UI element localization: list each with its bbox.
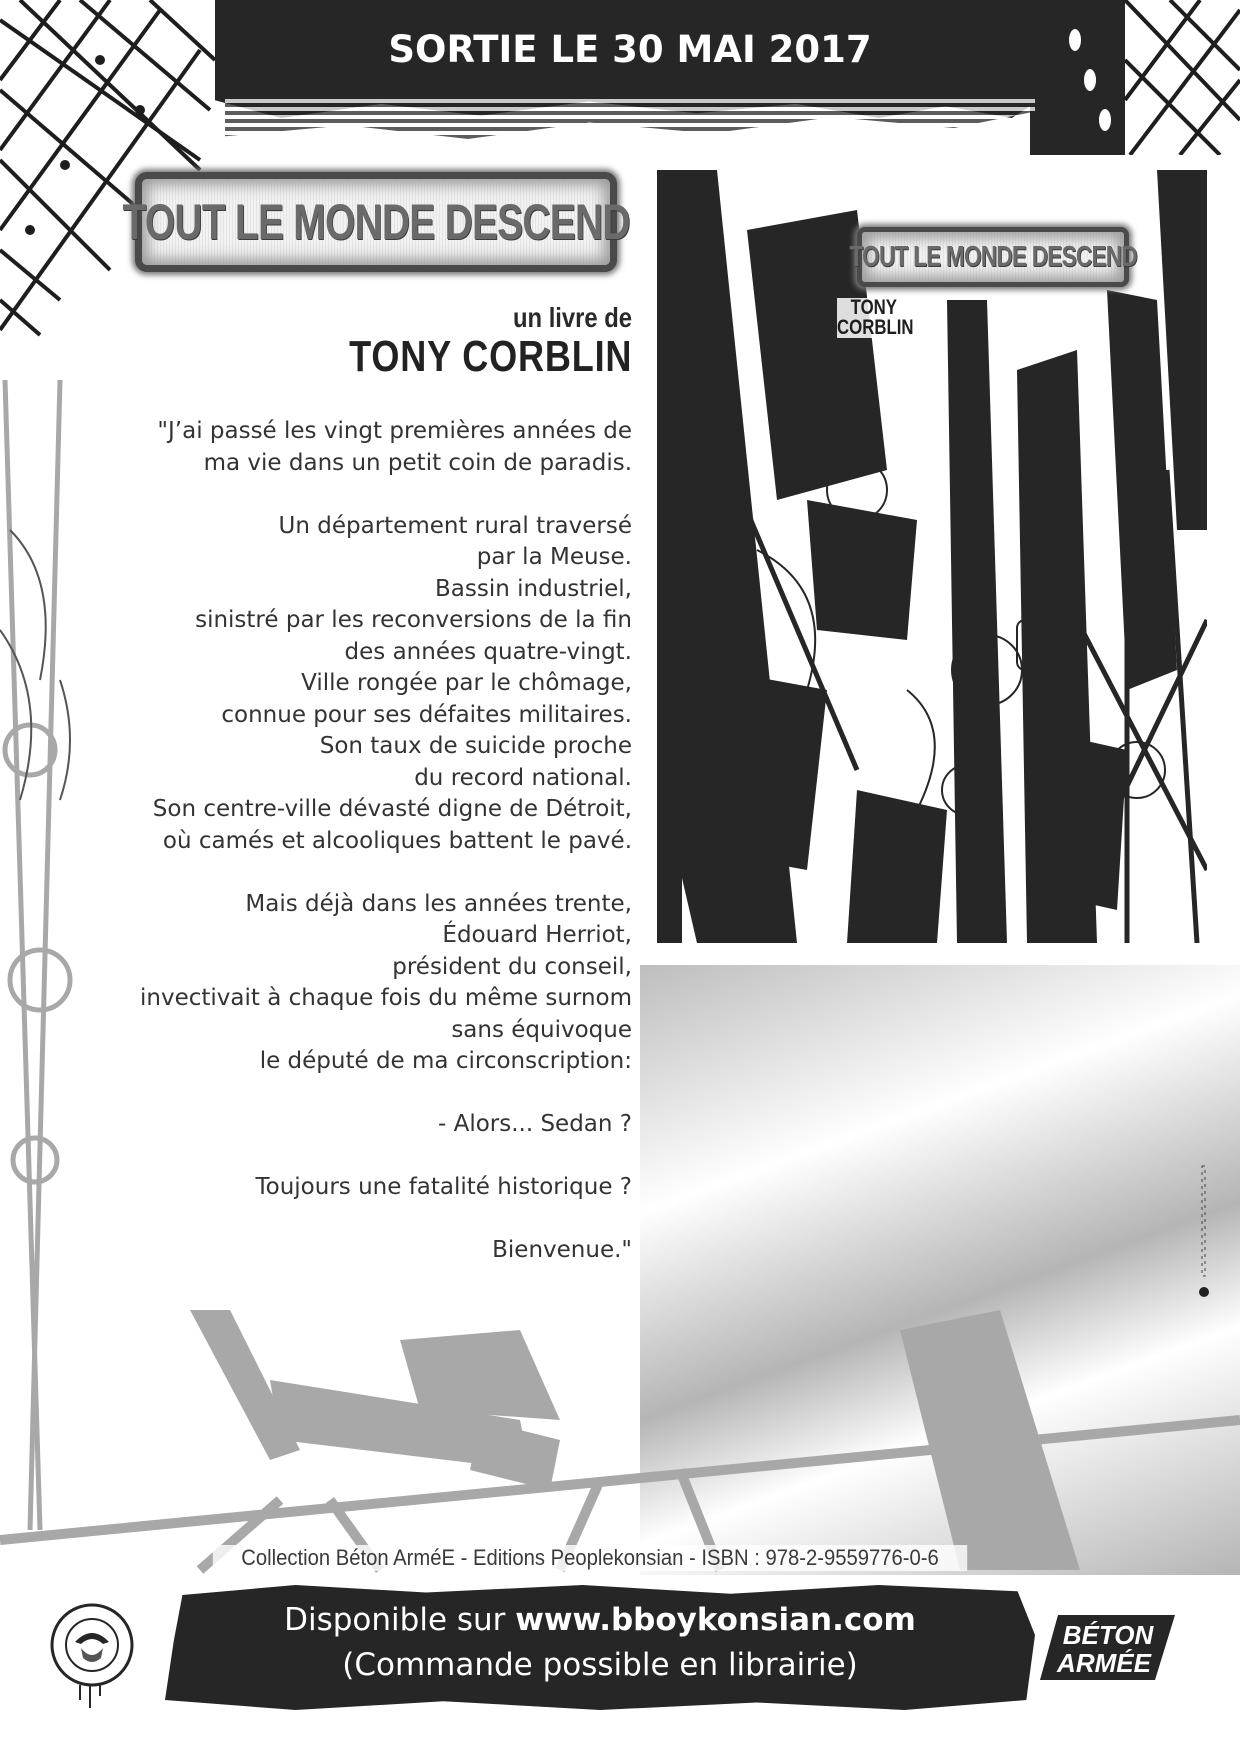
excerpt-line: ma vie dans un petit coin de paradis. <box>203 449 632 476</box>
excerpt-line: Mais déjà dans les années trente, <box>245 890 632 917</box>
excerpt-line: sinistré par les reconversions de la fin <box>195 607 632 633</box>
steel-beams-background <box>0 1270 1240 1580</box>
lattice-decoration-top-left <box>0 0 230 340</box>
logo-armee-text: ARMÉE <box>1057 1648 1151 1678</box>
publication-info: Collection Béton ArméE - Editions Peoplekonsian - ISBN : 978-2-9559776-0-6 <box>213 1545 967 1571</box>
excerpt-line: "J’ai passé les vingt premières années de <box>157 418 632 444</box>
logo-beton-text: BÉTON <box>1062 1620 1154 1650</box>
excerpt-line: connue pour ses défaites militaires. <box>221 701 632 728</box>
book-cover-image <box>657 170 1207 943</box>
excerpt-line: invectivait à chaque fois du même surnom <box>140 985 632 1011</box>
availability-text <box>165 1598 1035 1688</box>
release-date: SORTIE LE 30 MAI 2017 <box>388 28 872 71</box>
excerpt-line: Ville rongée par le chômage, <box>301 670 632 696</box>
book-title-plate <box>122 172 630 272</box>
cover-title: TOUT LE MONDE DESCEND <box>849 240 1137 273</box>
book-title: TOUT LE MONDE DESCEND <box>122 194 630 250</box>
availability-line-1 <box>165 1598 1035 1643</box>
book-excerpt <box>12 416 632 1267</box>
excerpt-line: Son taux de suicide proche <box>319 733 632 759</box>
availability-note: (Commande possible en librairie) <box>342 1647 858 1683</box>
excerpt-line: par la Meuse. <box>476 544 632 570</box>
excerpt-line: - Alors... Sedan ? <box>437 1111 632 1137</box>
cover-author-first: TONY <box>850 296 897 319</box>
excerpt-line: du record national. <box>414 764 632 791</box>
excerpt-line: Toujours une fatalité historique ? <box>255 1174 632 1200</box>
excerpt-line: Son centre-ville dévasté digne de Détroit, <box>152 796 632 822</box>
side-credit-vertical-text <box>1197 1160 1211 1300</box>
cover-title-plate <box>849 227 1137 287</box>
author-name: TONY CORBLIN <box>348 332 632 381</box>
excerpt-line: Un département rural traversé <box>278 512 632 539</box>
excerpt-line: Édouard Herriot, <box>442 922 632 948</box>
lattice-decoration-top-right <box>1030 0 1240 155</box>
availability-prefix: Disponible sur <box>284 1602 516 1638</box>
excerpt-line: président du conseil, <box>392 953 632 980</box>
excerpt-line: où camés et alcooliques battent le pavé. <box>162 827 632 854</box>
beton-armee-logo <box>1040 1610 1185 1685</box>
bboykonsian-logo <box>45 1600 140 1710</box>
excerpt-line: sans équivoque <box>451 1016 632 1043</box>
byline: un livre de <box>512 302 632 333</box>
cover-author-last: CORBLIN <box>837 316 914 339</box>
excerpt-line: Bienvenue." <box>492 1237 632 1263</box>
brush-streaks <box>225 95 1035 150</box>
cover-author <box>837 296 914 339</box>
excerpt-line: des années quatre-vingt. <box>344 638 632 665</box>
website-link[interactable]: www.bboykonsian.com <box>515 1602 916 1638</box>
excerpt-line: le député de ma circonscription: <box>259 1048 632 1074</box>
excerpt-line: Bassin industriel, <box>435 575 632 602</box>
